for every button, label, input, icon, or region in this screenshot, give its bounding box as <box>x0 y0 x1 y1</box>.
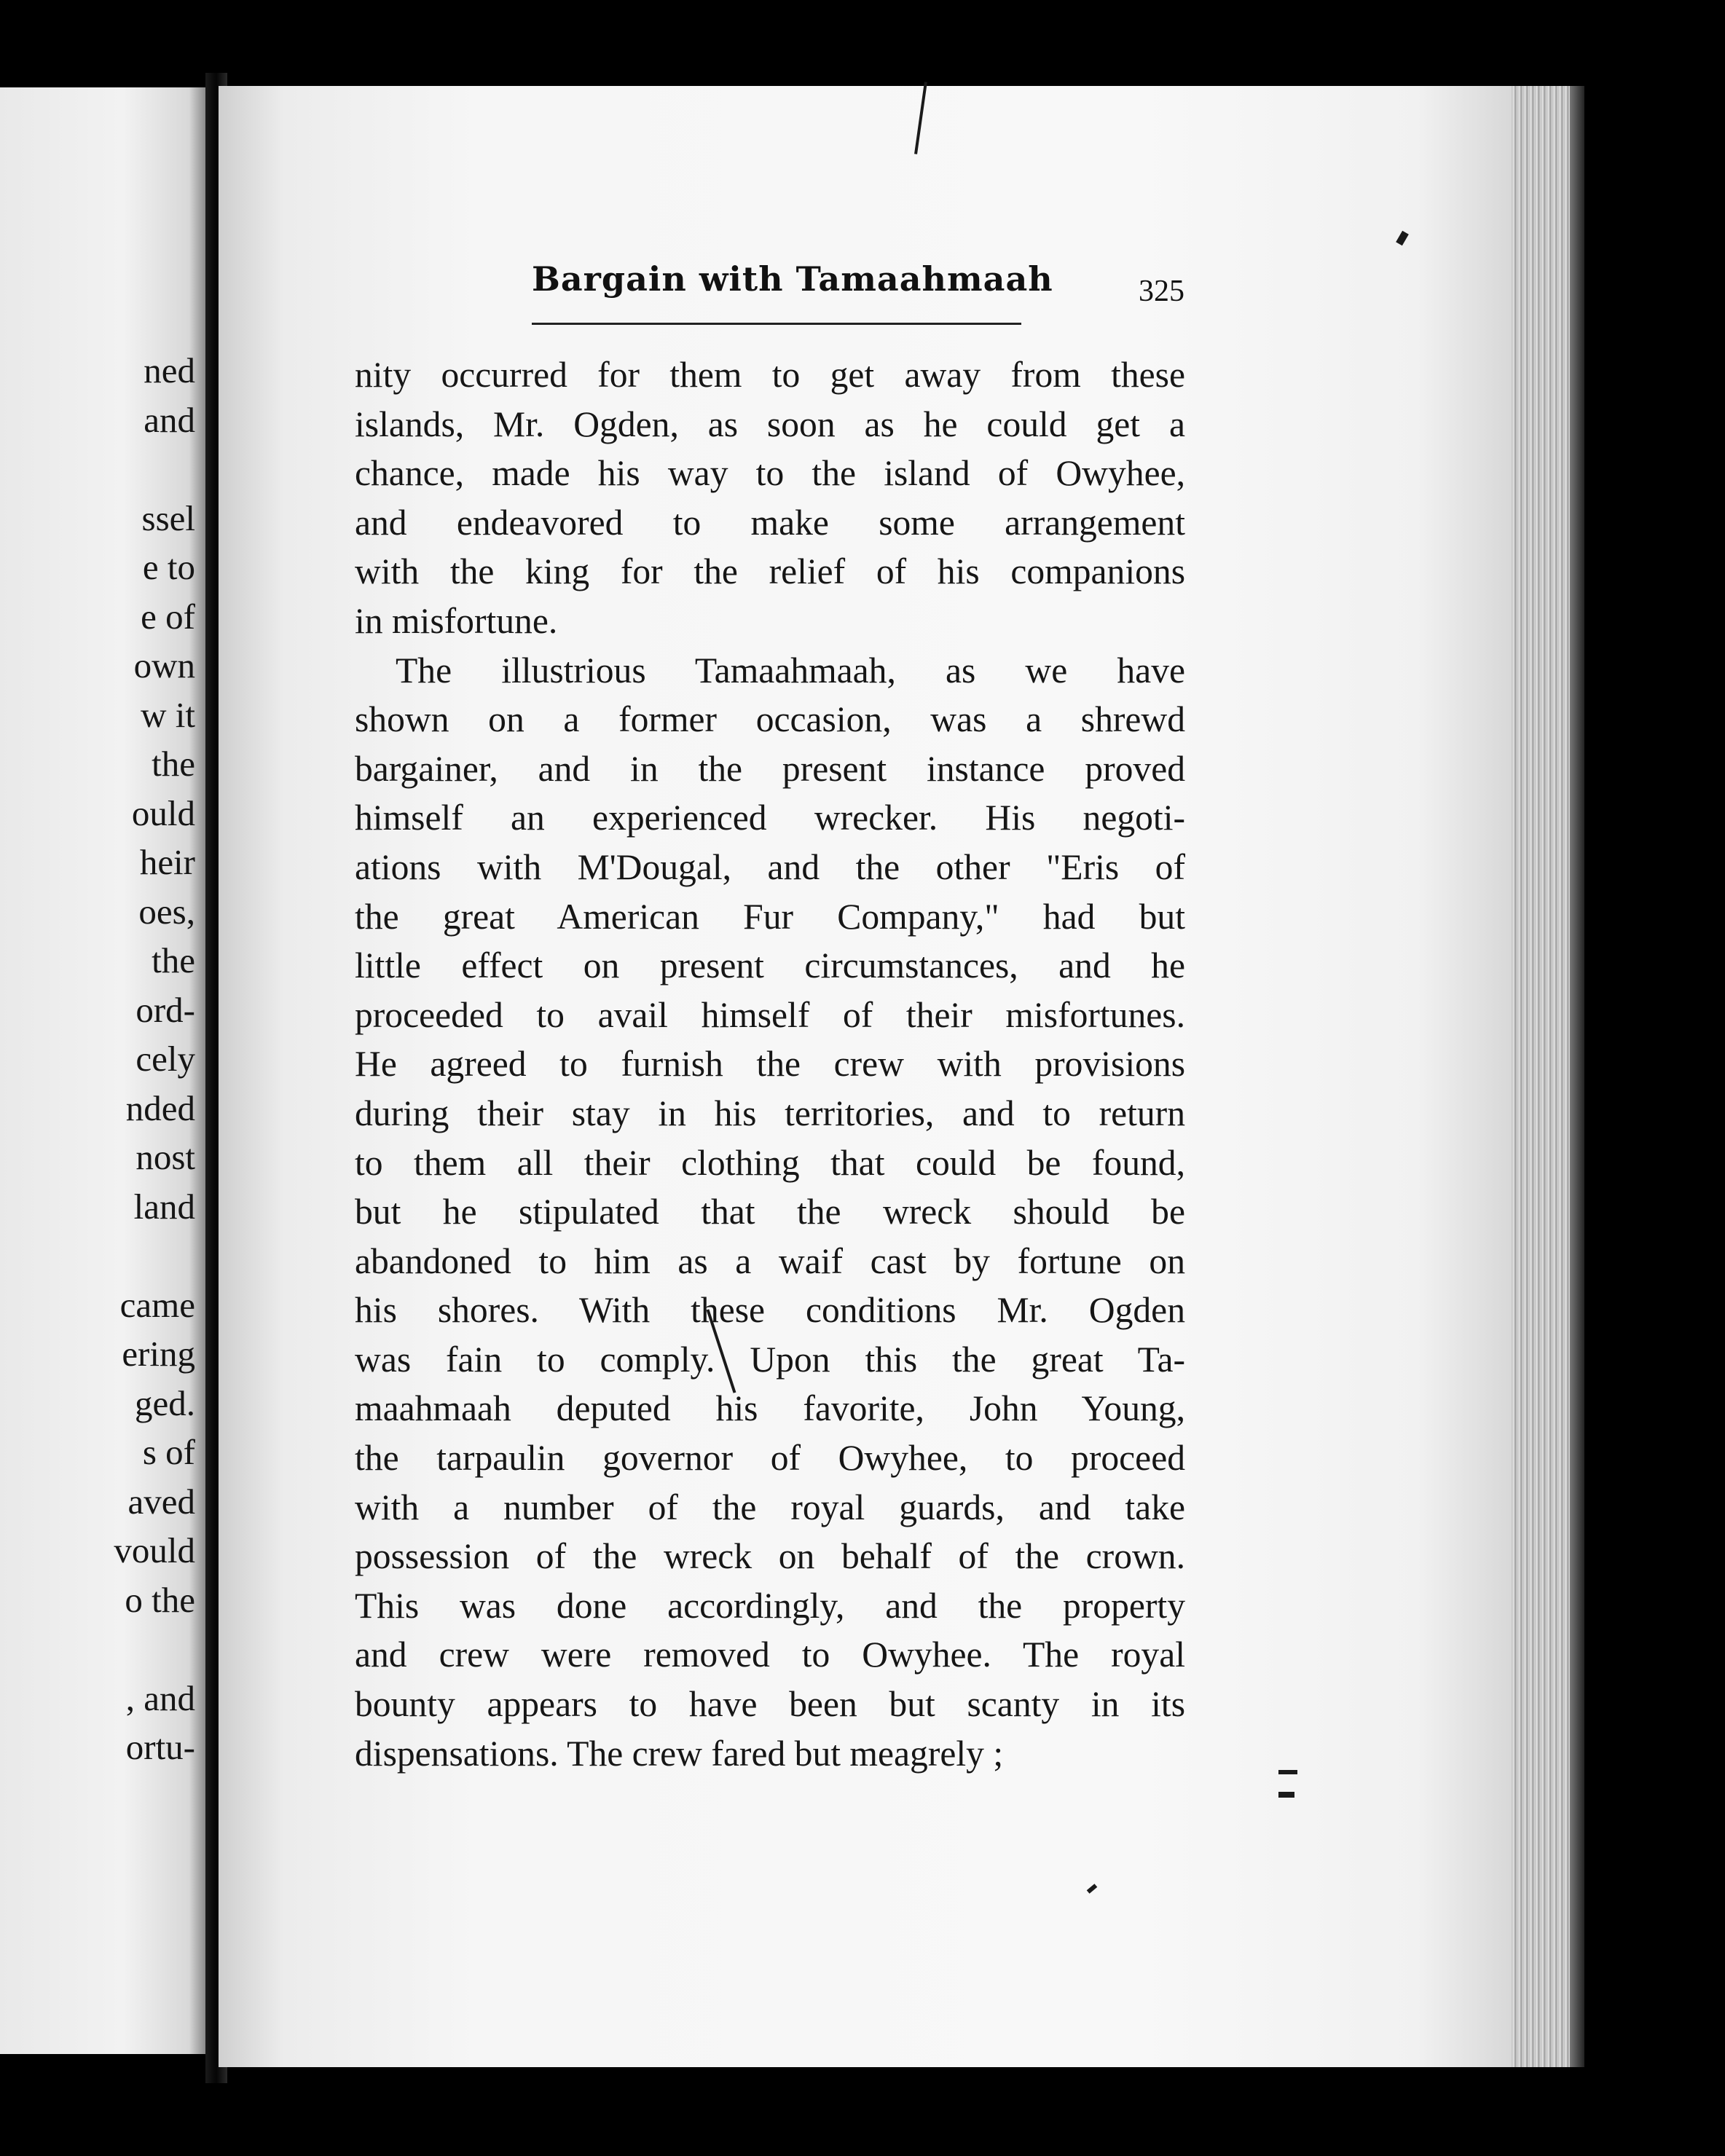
text-line: islands, Mr. Ogden, as soon as he could get a <box>355 404 1185 444</box>
text-line: shown on a former occasion, was a shrewd <box>355 699 1185 740</box>
facing-page-fragment: ord- <box>135 989 195 1030</box>
facing-page-fragment: ged. <box>135 1382 195 1423</box>
text-line: dispensations. The crew fared but meagrely ; <box>355 1733 1004 1774</box>
text-line: bounty appears to have been but scanty in its <box>355 1684 1185 1725</box>
facing-page-fragment: ortu- <box>125 1727 195 1767</box>
page-edges <box>1512 86 1570 2067</box>
facing-page-fragment: and <box>144 399 195 440</box>
facing-page-fragment: oes, <box>138 891 195 932</box>
facing-page-fragment <box>114 1231 195 1280</box>
text-line: himself an experienced wrecker. His negoti- <box>355 798 1185 838</box>
scan-speck <box>1278 1770 1297 1774</box>
text-line: his shores. With these conditions Mr. Ogden <box>355 1290 1185 1331</box>
text-line: chance, made his way to the island of Owyhee, <box>355 453 1185 494</box>
facing-page-fragment: e of <box>141 596 195 637</box>
paragraph <box>355 646 1185 1779</box>
facing-page-fragment: o the <box>125 1579 195 1620</box>
text-line: possession of the wreck on behalf of the crown. <box>355 1536 1185 1577</box>
facing-page-fragment: came <box>119 1284 195 1325</box>
facing-page-fragment: the <box>152 940 195 980</box>
text-line: proceeded to avail himself of their misfortunes. <box>355 994 1185 1035</box>
text-line: and endeavored to make some arrangement <box>355 502 1185 543</box>
facing-page-fragment: nost <box>135 1137 195 1177</box>
facing-page-left <box>0 87 205 2054</box>
text-line: during their stay in his territories, and to return <box>355 1093 1185 1133</box>
facing-page-fragment: ned <box>144 350 195 390</box>
text-line: maahmaah deputed his favorite, John Young, <box>355 1388 1185 1429</box>
facing-page-fragment: vould <box>114 1530 195 1570</box>
text-line: abandoned to him as a waif cast by fortune on <box>355 1240 1185 1281</box>
text-line: the tarpaulin governor of Owyhee, to proceed <box>355 1438 1185 1479</box>
text-line: in misfortune. <box>355 600 558 641</box>
facing-page-fragment: aved <box>127 1481 195 1522</box>
facing-page-fragment: e to <box>142 547 195 587</box>
text-line: little effect on present circumstances, and he <box>355 945 1185 986</box>
scan-speck <box>1278 1792 1294 1798</box>
running-head-rule <box>532 323 1021 325</box>
facing-page-fragment <box>114 1624 195 1674</box>
facing-page-fragment: cely <box>135 1039 195 1079</box>
facing-page-fragment: heir <box>139 842 195 882</box>
facing-page-text-fragments <box>114 346 195 1772</box>
text-line: with a number of the royal guards, and take <box>355 1487 1185 1527</box>
facing-page-fragment: ering <box>122 1334 195 1374</box>
facing-page-fragment: land <box>133 1186 195 1227</box>
text-line: was fain to comply. Upon this the great Ta- <box>355 1339 1185 1380</box>
text-line: and crew were removed to Owyhee. The royal <box>355 1634 1185 1675</box>
text-line: ations with M'Dougal, and the other "Eris of <box>355 846 1185 887</box>
running-head: Bargain with Tamaahmaah <box>532 259 1053 299</box>
facing-page-fragment: , and <box>125 1677 195 1718</box>
text-line: with the king for the relief of his companions <box>355 551 1185 592</box>
facing-page-fragment <box>114 444 195 494</box>
facing-page-fragment: own <box>133 645 195 685</box>
text-line: nity occurred for them to get away from these <box>355 355 1185 395</box>
text-line: to them all their clothing that could be found, <box>355 1142 1185 1183</box>
page-number: 325 <box>1139 275 1184 308</box>
page-edges-shadow <box>1570 86 1584 2067</box>
facing-page-fragment: s of <box>142 1432 195 1472</box>
text-line: but he stipulated that the wreck should be <box>355 1192 1185 1232</box>
facing-page-fragment: w it <box>141 694 195 735</box>
text-line: bargainer, and in the present instance proved <box>355 748 1185 789</box>
facing-page-fragment: the <box>152 744 195 784</box>
paragraph <box>355 350 1185 646</box>
text-line: He agreed to furnish the crew with provisions <box>355 1044 1185 1085</box>
facing-page-fragment: ould <box>131 792 195 833</box>
text-line: This was done accordingly, and the property <box>355 1585 1185 1626</box>
text-line: The illustrious Tamaahmaah, as we have <box>396 650 1185 691</box>
body-text <box>355 350 1185 1778</box>
facing-page-fragment: nded <box>125 1087 195 1128</box>
text-line: the great American Fur Company," had but <box>355 896 1185 937</box>
facing-page-fragment: ssel <box>141 497 195 538</box>
